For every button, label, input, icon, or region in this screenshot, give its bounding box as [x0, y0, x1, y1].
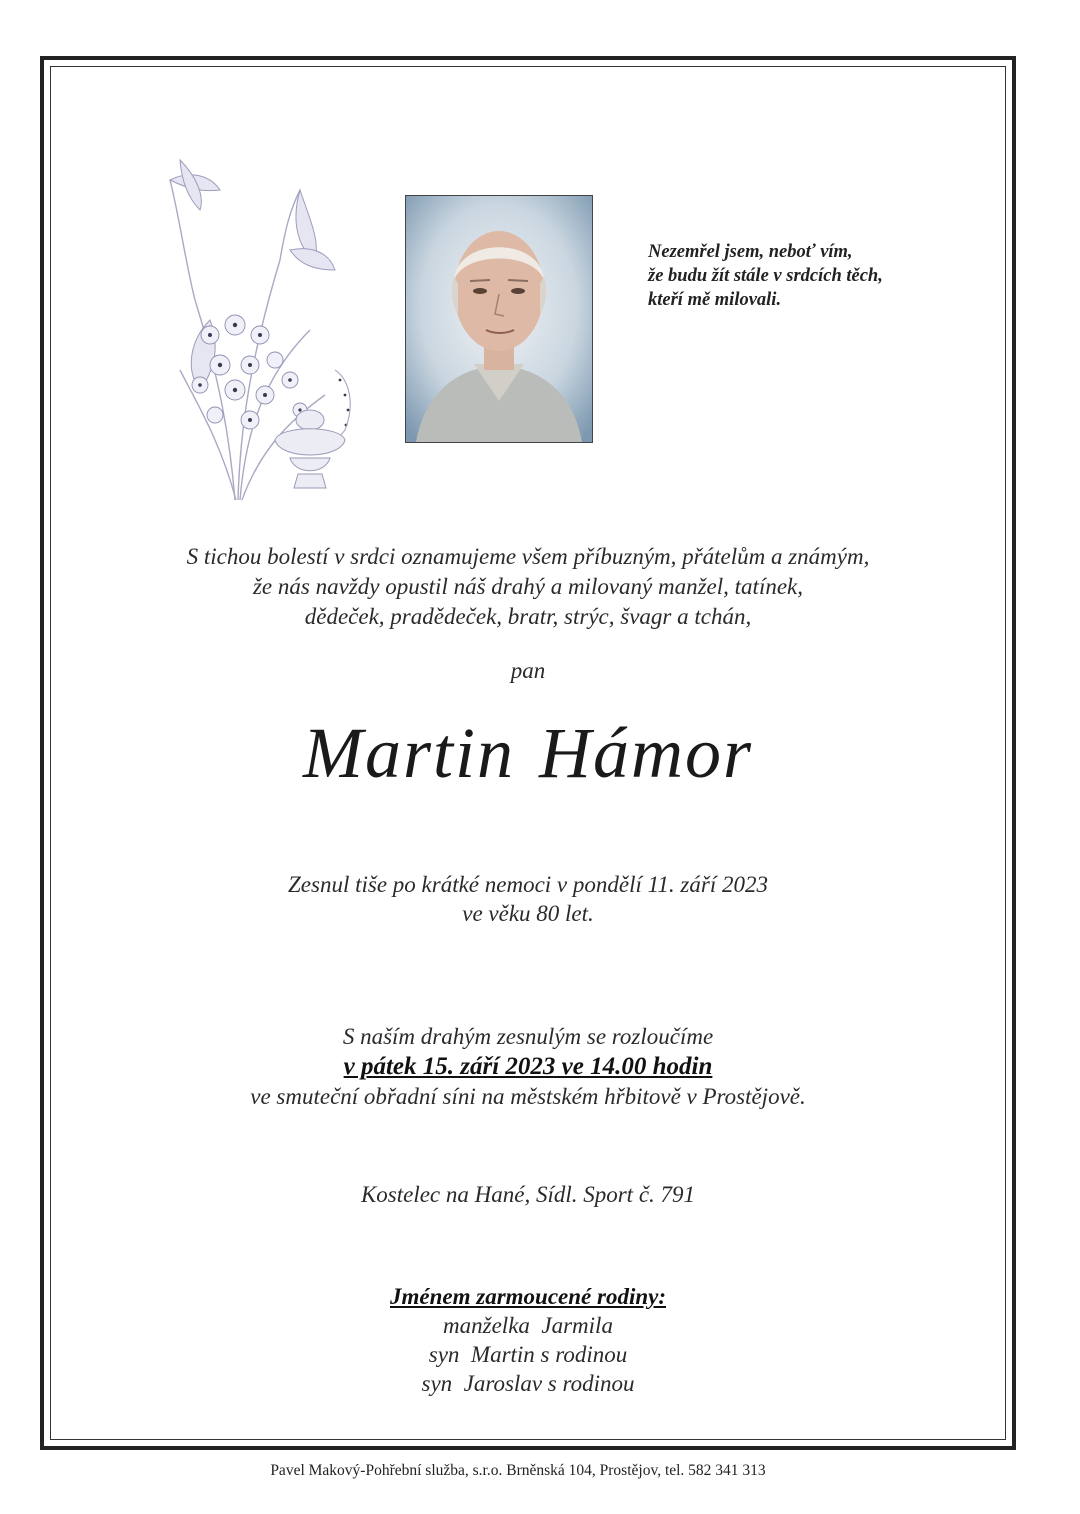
family-member: syn Jaroslav s rodinou [421, 1371, 635, 1396]
lily-urn-illustration [150, 140, 380, 510]
first-name: Martin [302, 713, 515, 793]
funeral-info [50, 1022, 1006, 1112]
last-name: Hámor [539, 713, 754, 793]
quote-line: že budu žít stále v srdcích těch, [648, 266, 883, 286]
deceased-name [50, 712, 1006, 795]
death-notice-line: ve věku 80 let. [462, 901, 594, 926]
funeral-place: ve smuteční obřadní síni na městském hřbitově v Prostějově. [250, 1084, 806, 1109]
family-member: manželka Jarmila [443, 1313, 613, 1338]
announcement-line: S tichou bolestí v srdci oznamujeme všem příbuzným, přátelům a známým, [186, 544, 870, 569]
funeral-service-footer: Pavel Makový-Pohřební služba, s.r.o. Brněnská 104, Prostějov, tel. 582 341 313 [270, 1462, 766, 1479]
death-notice-line: Zesnul tiše po krátké nemoci v pondělí 11. září 2023 [288, 872, 768, 897]
honorific: pan [510, 658, 546, 683]
family-heading: Jménem zarmoucené rodiny: [390, 1284, 666, 1309]
flower-icon [150, 140, 380, 510]
quote-line: kteří mě milovali. [648, 290, 782, 310]
funeral-date-time: v pátek 15. září 2023 ve 14.00 hodin [343, 1053, 713, 1080]
quote-line: Nezemřel jsem, neboť vím, [648, 242, 853, 262]
family-block [50, 1282, 1006, 1398]
portrait-photo [405, 195, 593, 443]
death-notice [50, 870, 1006, 928]
family-member: syn Martin s rodinou [428, 1342, 628, 1367]
announcement [50, 542, 1006, 632]
memorial-quote [648, 240, 968, 312]
announcement-line: že nás navždy opustil náš drahý a milovaný manžel, tatínek, [252, 574, 803, 599]
address: Kostelec na Hané, Sídl. Sport č. 791 [360, 1182, 696, 1207]
funeral-intro: S naším drahým zesnulým se rozloučíme [342, 1024, 714, 1049]
announcement-line: dědeček, pradědeček, bratr, strýc, švagr a tchán, [304, 604, 752, 629]
